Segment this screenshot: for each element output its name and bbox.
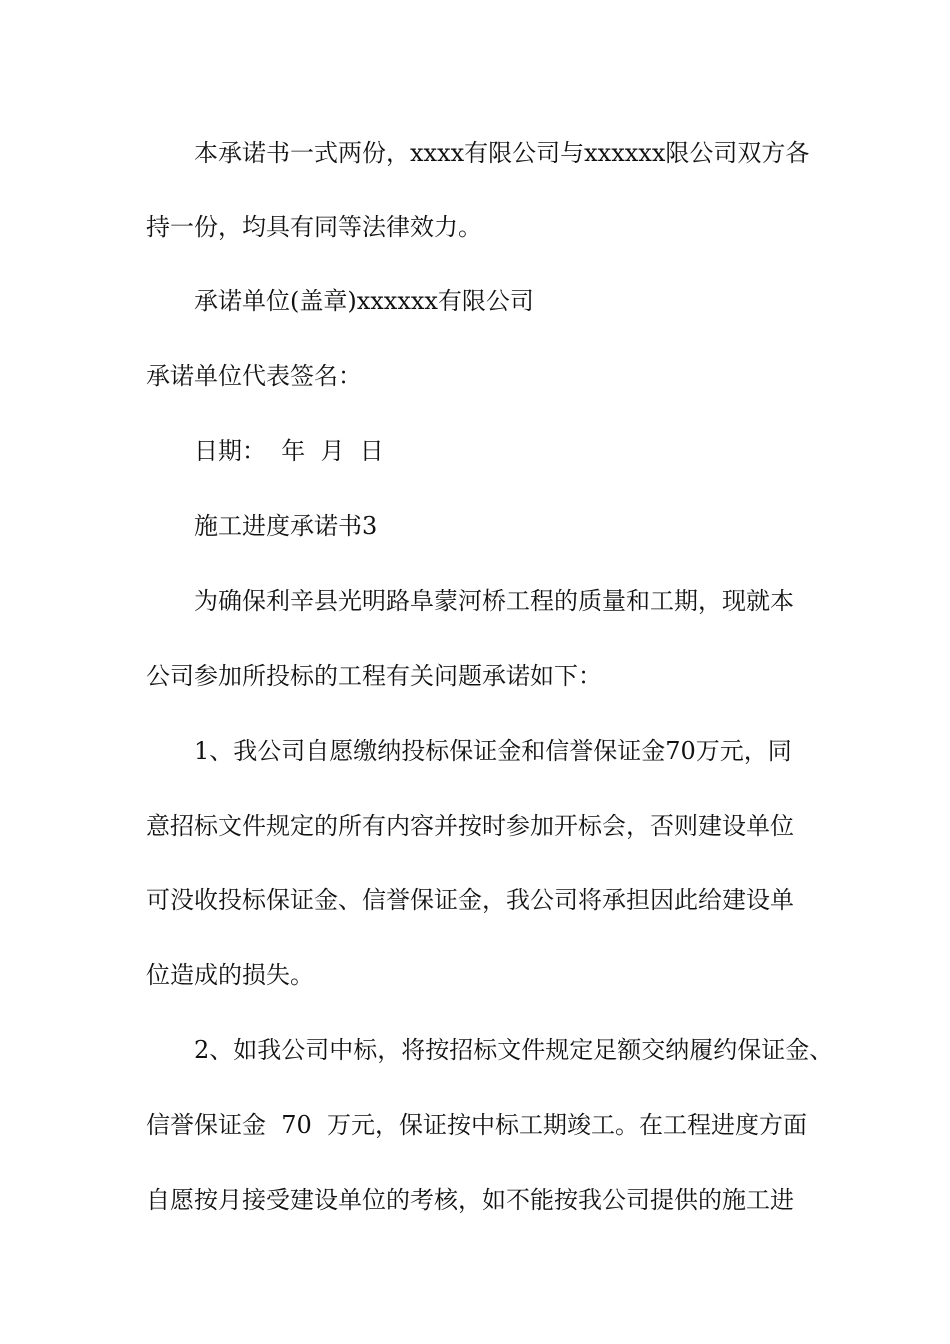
text-line: 2、如我公司中标，将按招标文件规定足额交纳履约保证金、	[194, 1036, 834, 1064]
text-line: 可没收投标保证金、信誉保证金，我公司将承担因此给建设单	[146, 886, 794, 914]
section-title: 施工进度承诺书3	[194, 512, 378, 540]
text-line: 意招标文件规定的所有内容并按时参加开标会，否则建设单位	[146, 812, 794, 840]
text-line: 公司参加所投标的工程有关问题承诺如下：	[146, 662, 602, 690]
text-line: 位造成的损失。	[146, 961, 314, 989]
text-line: 信誉保证金 70 万元，保证按中标工期竣工。在工程进度方面	[146, 1111, 808, 1139]
text-line: 日期： 年 月 日	[194, 437, 384, 465]
text-line: 本承诺书一式两份，xxxx有限公司与xxxxxx限公司双方各	[194, 139, 810, 167]
text-line: 持一份，均具有同等法律效力。	[146, 213, 482, 241]
text-line: 1、我公司自愿缴纳投标保证金和信誉保证金70万元，同	[194, 737, 792, 765]
text-line: 承诺单位(盖章)xxxxxx有限公司	[194, 287, 534, 315]
text-line: 为确保利辛县光明路阜蒙河桥工程的质量和工期，现就本	[194, 587, 794, 615]
text-line: 自愿按月接受建设单位的考核，如不能按我公司提供的施工进	[146, 1186, 794, 1214]
text-line: 承诺单位代表签名：	[146, 362, 362, 390]
